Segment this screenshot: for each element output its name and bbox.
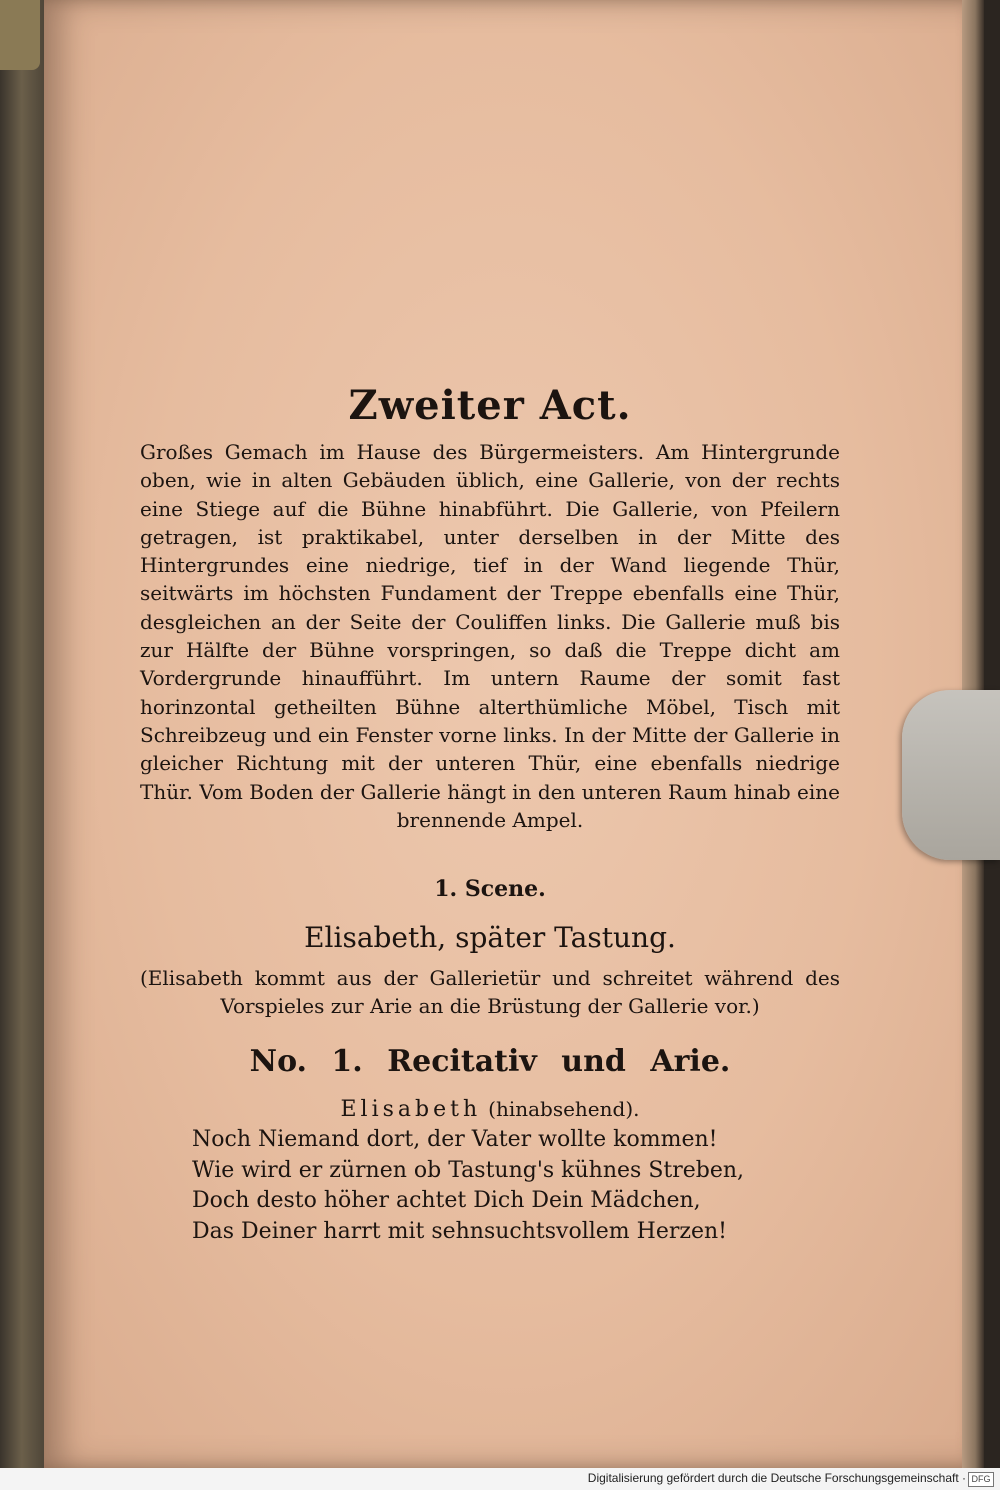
show-through-text bbox=[294, 160, 834, 196]
funding-credit: Digitalisierung gefördert durch die Deutsche Forschungsgemeinschaft · bbox=[587, 1471, 966, 1485]
speaker-name: Elisabeth bbox=[340, 1097, 482, 1123]
scene-number: 1. Scene. bbox=[434, 876, 546, 903]
footer-bar bbox=[0, 1468, 1000, 1490]
speaker-line bbox=[140, 1094, 840, 1125]
musical-number-title: No. 1. Recitativ und Arie. bbox=[249, 1044, 731, 1080]
scene-direction: (Elisabeth kommt aus der Gallerietür und schreitet während des Vorspieles zur Arie an die Brüstung der Gallerie vor.) bbox=[140, 966, 840, 1019]
act-title: Zweiter Act. bbox=[348, 382, 632, 429]
verse-block bbox=[192, 1125, 840, 1247]
scene-persons: Elisabeth, später Tastung. bbox=[304, 921, 676, 955]
stage-direction: Großes Gemach im Hause des Bürgermeisters. Am Hintergrunde oben, wie in alten Gebäuden üblich, eine Gallerie, von der rechts eine Stiege auf die Bühne hinabführt. Die Gallerie, von Pfeilern getragen, ist praktikabel, unter derselben in der Mitte des Hintergrundes eine niedrige, tief in der Wand liegende Thür, seitwärts im höchsten Fundament der Treppe ebenfalls eine Thür, desgleichen an der Seite der Couliffen links. Die Gallerie muß bis zur Hälfte der Bühne vorspringen, so daß die Treppe dicht am Vordergrunde hinaufführt. Im untern Raume der somit fast horinzontal getheilten Bühne alterthümliche Möbel, Tisch mit Schreibzeug und ein Fenster vorne links. In der Mitte der Gallerie in gleicher Richtung mit der unteren Thür, eine ebenfalls niedrige Thür. Vom Boden der Gallerie hängt in den unteren Raum hinab eine brennende Ampel. bbox=[140, 440, 840, 832]
page-content bbox=[140, 380, 840, 1247]
verse-line: Das Deiner harrt mit sehnsuchtsvollem Herzen! bbox=[192, 1218, 728, 1244]
cover-edge bbox=[0, 0, 40, 70]
verse-line: Doch desto höher achtet Dich Dein Mädchen, bbox=[192, 1188, 701, 1214]
book-spine bbox=[0, 0, 48, 1470]
dfg-logo-icon: DFG bbox=[968, 1472, 994, 1487]
speaker-direction: (hinabsehend). bbox=[488, 1097, 640, 1122]
verse-line: Noch Niemand dort, der Vater wollte kommen! bbox=[192, 1127, 718, 1153]
page-clip bbox=[902, 690, 1000, 860]
verse-line: Wie wird er zürnen ob Tastung's kühnes Streben, bbox=[192, 1157, 745, 1183]
